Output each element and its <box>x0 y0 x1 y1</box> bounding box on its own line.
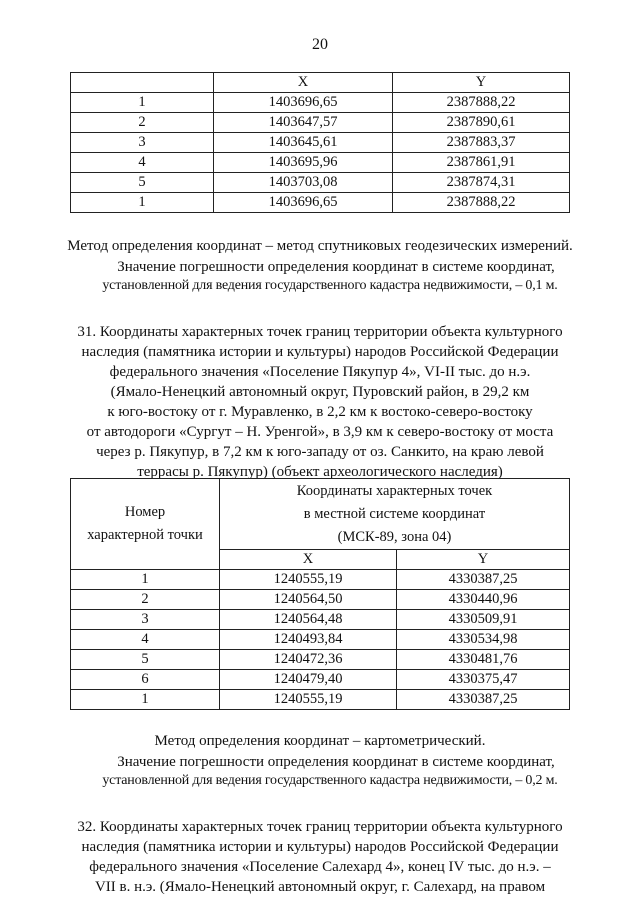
method-line: Метод определения координат – метод спутниковых геодезических измерений. <box>67 238 573 254</box>
y-coordinate-cell: 4330387,25 <box>397 690 570 710</box>
header-text: характерной точки <box>87 527 203 543</box>
point-number-cell: 3 <box>71 133 214 153</box>
point-number-cell: 5 <box>71 173 214 193</box>
table-row <box>71 610 570 630</box>
table-row <box>71 193 570 213</box>
y-coordinate-cell: 4330440,96 <box>397 590 570 610</box>
page-number: 20 <box>312 36 328 53</box>
method-line: Метод определения координат – картометрический. <box>154 733 486 749</box>
table-row <box>71 173 570 193</box>
column-header-point-number <box>71 479 220 570</box>
y-coordinate-cell: 4330387,25 <box>397 570 570 590</box>
y-coordinate-cell: 4330375,47 <box>397 670 570 690</box>
x-coordinate-cell: 1240564,48 <box>220 610 397 630</box>
section-31-line-5: к юго-востоку от г. Муравленко, в 2,2 км к востоко-северо-востоку <box>107 404 533 420</box>
y-coordinate-cell: 2387888,22 <box>393 193 570 213</box>
table-header-row <box>71 479 570 550</box>
section-31-line-1: 31. Координаты характерных точек границ территории объекта культурного <box>77 324 563 340</box>
section-31-line-6: от автодороги «Сургут – Н. Уренгой», в 3,9 км к северо-востоку от моста <box>86 424 554 440</box>
table-row <box>71 630 570 650</box>
section-31-line-8: террасы р. Пякупур) (объект археологического наследия) <box>137 464 503 480</box>
column-header-x: X <box>220 550 397 570</box>
header-text: Координаты характерных точек <box>296 482 493 499</box>
y-coordinate-cell: 2387874,31 <box>393 173 570 193</box>
column-header-y: Y <box>393 73 570 93</box>
table-row <box>71 133 570 153</box>
table-body <box>71 93 570 213</box>
table-row <box>71 570 570 590</box>
y-coordinate-cell: 4330481,76 <box>397 650 570 670</box>
column-header-coordinates <box>220 479 570 550</box>
section-31-line-4: (Ямало-Ненецкий автономный округ, Пуровский район, в 29,2 км <box>110 384 530 400</box>
point-number-cell: 4 <box>71 153 214 173</box>
section-32-line-4: VII в. н.э. (Ямало-Ненецкий автономный округ, г. Салехард, на правом <box>94 879 546 895</box>
x-coordinate-cell: 1403703,08 <box>214 173 393 193</box>
x-coordinate-cell: 1403695,96 <box>214 153 393 173</box>
point-number-cell: 6 <box>71 670 220 690</box>
header-text: Номер <box>124 504 166 520</box>
table-row <box>71 153 570 173</box>
point-number-cell: 1 <box>71 93 214 113</box>
accuracy-value-line: установленной для ведения государственного кадастра недвижимости, – 0,2 м. <box>102 773 558 788</box>
section-31-line-2: наследия (памятника истории и культуры) народов Российской Федерации <box>81 344 559 360</box>
x-coordinate-cell: 1240555,19 <box>220 570 397 590</box>
x-coordinate-cell: 1240493,84 <box>220 630 397 650</box>
accuracy-line: Значение погрешности определения координат в системе координат, <box>117 259 555 275</box>
table-row <box>71 650 570 670</box>
point-number-cell: 1 <box>71 193 214 213</box>
table-row <box>71 690 570 710</box>
table-row <box>71 590 570 610</box>
table-header-row <box>71 73 570 93</box>
accuracy-value-line: установленной для ведения государственного кадастра недвижимости, – 0,1 м. <box>102 278 558 293</box>
x-coordinate-cell: 1240479,40 <box>220 670 397 690</box>
section-32-line-3: федерального значения «Поселение Салехард 4», конец IV тыс. до н.э. – <box>89 859 551 875</box>
section-32-line-2: наследия (памятника истории и культуры) народов Российской Федерации <box>81 839 559 855</box>
point-number-cell: 2 <box>71 590 220 610</box>
table-row <box>71 113 570 133</box>
x-coordinate-cell: 1240472,36 <box>220 650 397 670</box>
table-row <box>71 93 570 113</box>
point-number-cell: 1 <box>71 570 220 590</box>
header-text: в местной системе координат <box>303 505 486 522</box>
x-coordinate-cell: 1403696,65 <box>214 93 393 113</box>
table-row <box>71 670 570 690</box>
column-header-y: Y <box>397 550 570 570</box>
x-coordinate-cell: 1240564,50 <box>220 590 397 610</box>
column-header-x: X <box>214 73 393 93</box>
point-number-cell: 2 <box>71 113 214 133</box>
y-coordinate-cell: 2387888,22 <box>393 93 570 113</box>
x-coordinate-cell: 1403645,61 <box>214 133 393 153</box>
x-coordinate-cell: 1403647,57 <box>214 113 393 133</box>
x-coordinate-cell: 1403696,65 <box>214 193 393 213</box>
accuracy-line: Значение погрешности определения координат в системе координат, <box>117 754 555 770</box>
point-number-cell: 4 <box>71 630 220 650</box>
section-31-line-7: через р. Пякупур, в 7,2 км к юго-западу от оз. Санкито, на краю левой <box>96 444 544 460</box>
coordinates-table-1 <box>70 72 570 213</box>
section-31-line-3: федерального значения «Поселение Пякупур 4», VI-II тыс. до н.э. <box>109 364 531 380</box>
header-text: (МСК-89, зона 04) <box>337 528 452 545</box>
y-coordinate-cell: 2387883,37 <box>393 133 570 153</box>
y-coordinate-cell: 2387890,61 <box>393 113 570 133</box>
x-coordinate-cell: 1240555,19 <box>220 690 397 710</box>
column-header-number <box>71 73 214 93</box>
section-32-line-1: 32. Координаты характерных точек границ территории объекта культурного <box>77 819 563 835</box>
point-number-cell: 5 <box>71 650 220 670</box>
y-coordinate-cell: 4330534,98 <box>397 630 570 650</box>
y-coordinate-cell: 4330509,91 <box>397 610 570 630</box>
point-number-cell: 1 <box>71 690 220 710</box>
y-coordinate-cell: 2387861,91 <box>393 153 570 173</box>
table-body <box>71 570 570 710</box>
point-number-cell: 3 <box>71 610 220 630</box>
coordinates-table-2 <box>70 478 570 710</box>
